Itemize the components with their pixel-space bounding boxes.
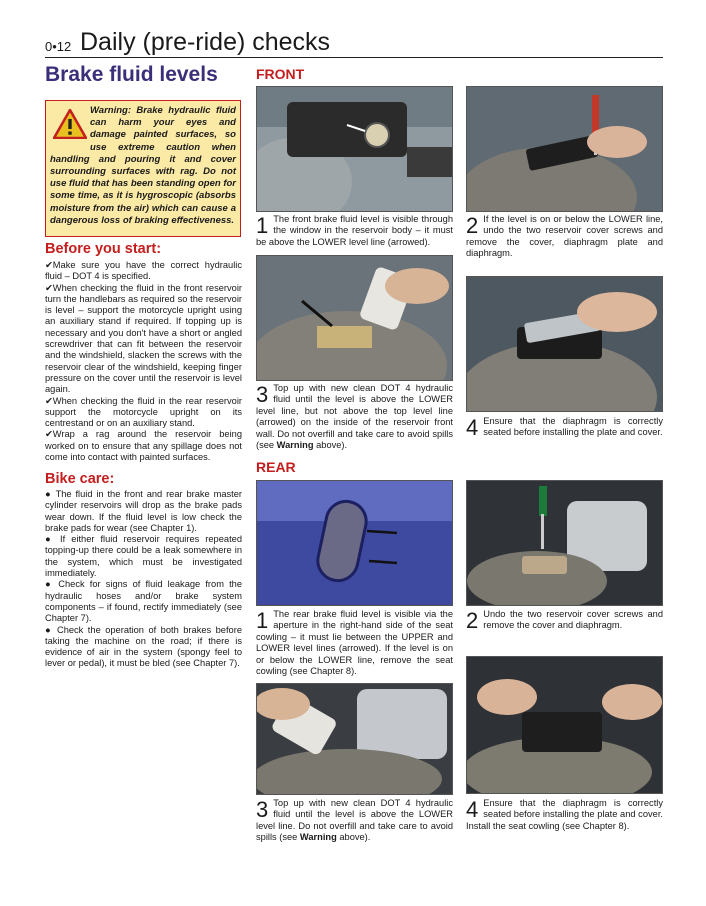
- step-text: above).: [313, 440, 348, 451]
- bike-care-heading: Bike care:: [45, 471, 115, 487]
- rear-step-2-photo: [466, 480, 663, 606]
- front-step-3-photo: [256, 255, 453, 381]
- list-item: ● Check the operation of both brakes before taking the machine on the road; if there is evidence of air in the system (spongy feel to lever or pedal), it must be bled (see Chapter 7).: [45, 624, 242, 669]
- list-item: ● The fluid in the front and rear brake master cylinder reservoirs will drop as the brake pads wear down. If the fluid level is low check the brake pads for wear (see Chapter 1).: [45, 489, 242, 533]
- rear-step-4-caption: [466, 798, 663, 832]
- front-step-4-caption: [466, 416, 663, 439]
- list-item: ● If either fluid reservoir requires repeated topping-up there could be a leak somewhere in the system, which must be investigated immediately.: [45, 534, 242, 579]
- page-number: 0•12: [45, 39, 72, 54]
- warning-text-block: [50, 105, 236, 227]
- page-title: Daily (pre-ride) checks: [80, 28, 331, 56]
- step-number: 1: [256, 608, 269, 633]
- before-you-start-heading: Before you start:: [45, 241, 162, 257]
- warning-box: [45, 100, 241, 237]
- step-text: Top up with new clean DOT 4 hydraulic fluid until the level is above the LOWER level line. Do not overfill and take care to avoid spills (see: [256, 798, 453, 843]
- list-item: ✔When checking the fluid in the rear reservoir support the motorcycle upright on its centrestand or on an auxiliary stand.: [45, 395, 242, 429]
- front-heading: FRONT: [256, 66, 305, 82]
- step-text-bold: Warning: [299, 832, 337, 843]
- step-number: 2: [466, 213, 479, 238]
- rear-step-3-caption: [256, 798, 453, 844]
- front-step-1-photo: [256, 86, 453, 212]
- bike-care-list: [45, 489, 242, 670]
- step-text-bold: Warning: [276, 440, 314, 451]
- main-title: Brake fluid levels: [45, 63, 218, 86]
- front-step-2-photo: [466, 86, 663, 212]
- step-number: 3: [256, 797, 269, 822]
- step-number: 2: [466, 608, 479, 633]
- warning-text: Warning: Brake hydraulic fluid can harm your eyes and damage painted surfaces, so use extreme caution when handling and pouring it and cover surrounding surfaces with rag. Do not use fluid that has been standing open for some time, as it is hygroscopic (absorbs moisture from the air) which can cause a dangerous loss of braking effectiveness.: [50, 105, 236, 226]
- before-you-start-list: [45, 260, 242, 463]
- step-text: If the level is on or below the LOWER line, undo the two reservoir cover screws and remove the cover, diaphragm plate and diaphragm.: [466, 214, 663, 259]
- step-text: Top up with new clean DOT 4 hydraulic fluid until the level is above the LOWER level line, but not above the top level line (arrowed) on the inside of the reservoir front wall. Do not overfill and take care to avoid spills (see: [256, 383, 453, 451]
- list-item: ✔When checking the fluid in the front reservoir turn the handlebars as required so the reservoir is level – support the motorcycle upright using an auxiliary stand if required. If topping up is necessary and you don't have a short or angled screwdriver that can fit between the reservoir and the windshield, slacken the screws with the reservoir clear of the windshield, keeping finger pressure on the cover until the reservoir is level again.: [45, 282, 242, 395]
- front-step-4-photo: [466, 276, 663, 412]
- front-step-3-caption: [256, 383, 453, 451]
- front-step-1-caption: [256, 214, 453, 248]
- rear-step-3-photo: [256, 683, 453, 795]
- list-item: ✔Wrap a rag around the reservoir being worked on to ensure that any spillage does not come into contact with painted surfaces.: [45, 429, 242, 463]
- list-item: ✔Make sure you have the correct hydraulic fluid – DOT 4 is specified.: [45, 260, 242, 282]
- step-text: The front brake fluid level is visible through the window in the reservoir body – it must be above the LOWER level line (arrowed).: [256, 214, 453, 247]
- rear-step-1-caption: [256, 609, 453, 677]
- rear-step-2-caption: [466, 609, 663, 632]
- front-step-2-caption: [466, 214, 663, 260]
- step-text: above).: [336, 832, 371, 843]
- step-number: 1: [256, 213, 269, 238]
- list-item: ● Check for signs of fluid leakage from the hydraulic hoses and/or brake system components – if found, rectify immediately (see Chapter 7).: [45, 579, 242, 624]
- step-text: The rear brake fluid level is visible via the aperture in the right-hand side of the seat cowling – it must lie between the UPPER and LOWER level lines (arrowed). If the level is on or below the LOWER line, remove the seat cowling (see Chapter 8).: [256, 609, 453, 677]
- rear-step-4-photo: [466, 656, 663, 794]
- rear-step-1-photo: [256, 480, 453, 606]
- step-number: 4: [466, 797, 479, 822]
- step-number: 3: [256, 382, 269, 407]
- step-text: Ensure that the diaphragm is correctly seated before installing the plate and cover. Install the seat cowling (see Chapter 8).: [466, 798, 663, 831]
- step-text: Undo the two reservoir cover screws and remove the cover and diaphragm.: [483, 609, 663, 631]
- step-text: Ensure that the diaphragm is correctly seated before installing the plate and cover.: [483, 416, 663, 438]
- page-header: [45, 27, 663, 58]
- step-number: 4: [466, 415, 479, 440]
- rear-heading: REAR: [256, 459, 296, 475]
